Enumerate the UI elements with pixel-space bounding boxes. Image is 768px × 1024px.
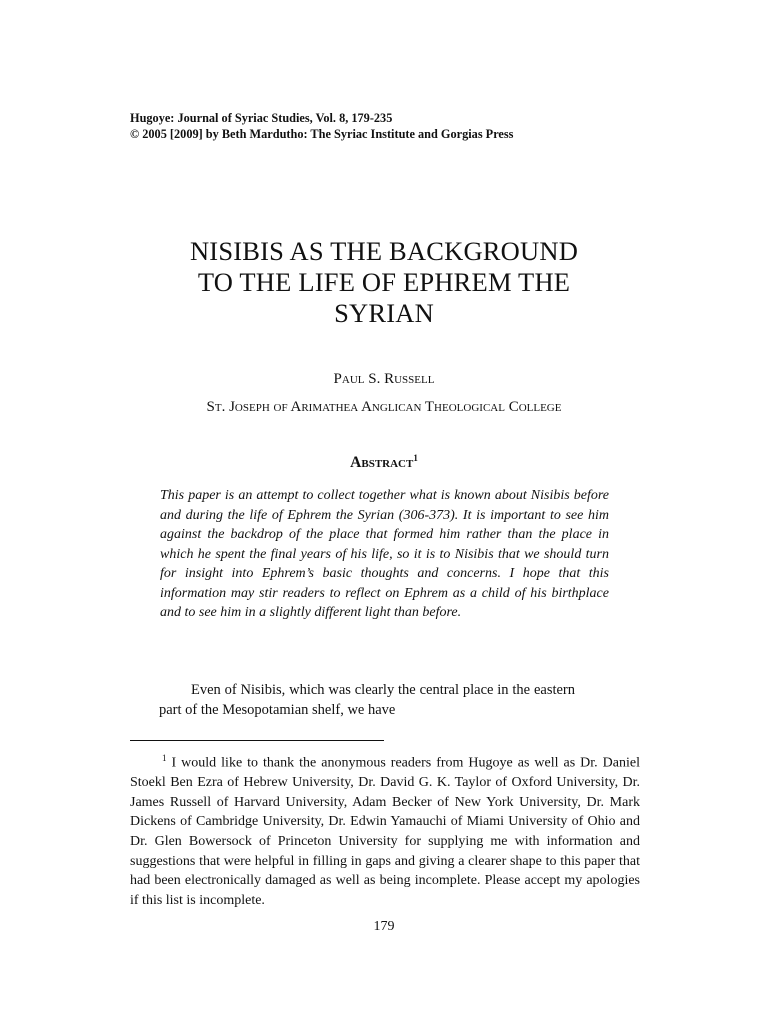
journal-citation: Hugoye: Journal of Syriac Studies, Vol. 8, 179-235 <box>130 111 393 125</box>
title-line-1: NISIBIS AS THE BACKGROUND <box>189 236 579 266</box>
title-line-3: SYRIAN <box>334 298 434 328</box>
article-title <box>0 236 768 329</box>
abstract-heading-label: Abstract <box>350 454 414 472</box>
abstract-text: This paper is an attempt to collect together what is known about Nisibis before and during the life of Ephrem the Syrian (306-373). It is important to see him against the backdrop of the place that formed him rather than the place in which he spent the final years of his life, so it is to Nisibis that we should turn for insight into Ephrem’s basic thoughts and concerns. I hope that this information may stir readers to reflect on Ephrem as a child of his birthplace and to see him in a slightly different light than before. <box>160 488 609 620</box>
copyright-line: © 2005 [2009] by Beth Mardutho: The Syriac Institute and Gorgias Press <box>130 127 514 141</box>
page-number: 179 <box>373 919 395 934</box>
title-line-2: TO THE LIFE OF EPHREM THE <box>197 267 571 297</box>
abstract-footnote-marker: 1 <box>413 453 418 463</box>
footnote-text: I would like to thank the anonymous readers from Hugoye as well as Dr. Daniel Stoekl Ben Ezra of Hebrew University, Dr. David G. K. Taylor of Oxford University, Dr. James Russell of Harvard University, Adam Becker of New York University, Dr. Mark Dickens of Cambridge University, Dr. Edwin Yamauchi of Miami University of Ohio and Dr. Glen Bowersock of Princeton University for supplying me with information and suggestions that were helpful in filling in gaps and giving a clearer shape to this paper that had been electronically damaged as well as being incomplete. Please accept my apologies if this list is incomplete. <box>130 755 640 908</box>
abstract-heading <box>0 453 768 472</box>
footnote-divider <box>130 740 384 741</box>
footnote <box>130 749 640 910</box>
body-paragraph: Even of Nisibis, which was clearly the central place in the eastern part of the Mesopotamian shelf, we have <box>159 682 575 718</box>
footnote-marker: 1 <box>162 753 167 763</box>
author-affiliation: St. Joseph of Arimathea Anglican Theological College <box>206 399 562 415</box>
author-name: Paul S. Russell <box>333 371 435 387</box>
journal-header <box>130 110 513 142</box>
